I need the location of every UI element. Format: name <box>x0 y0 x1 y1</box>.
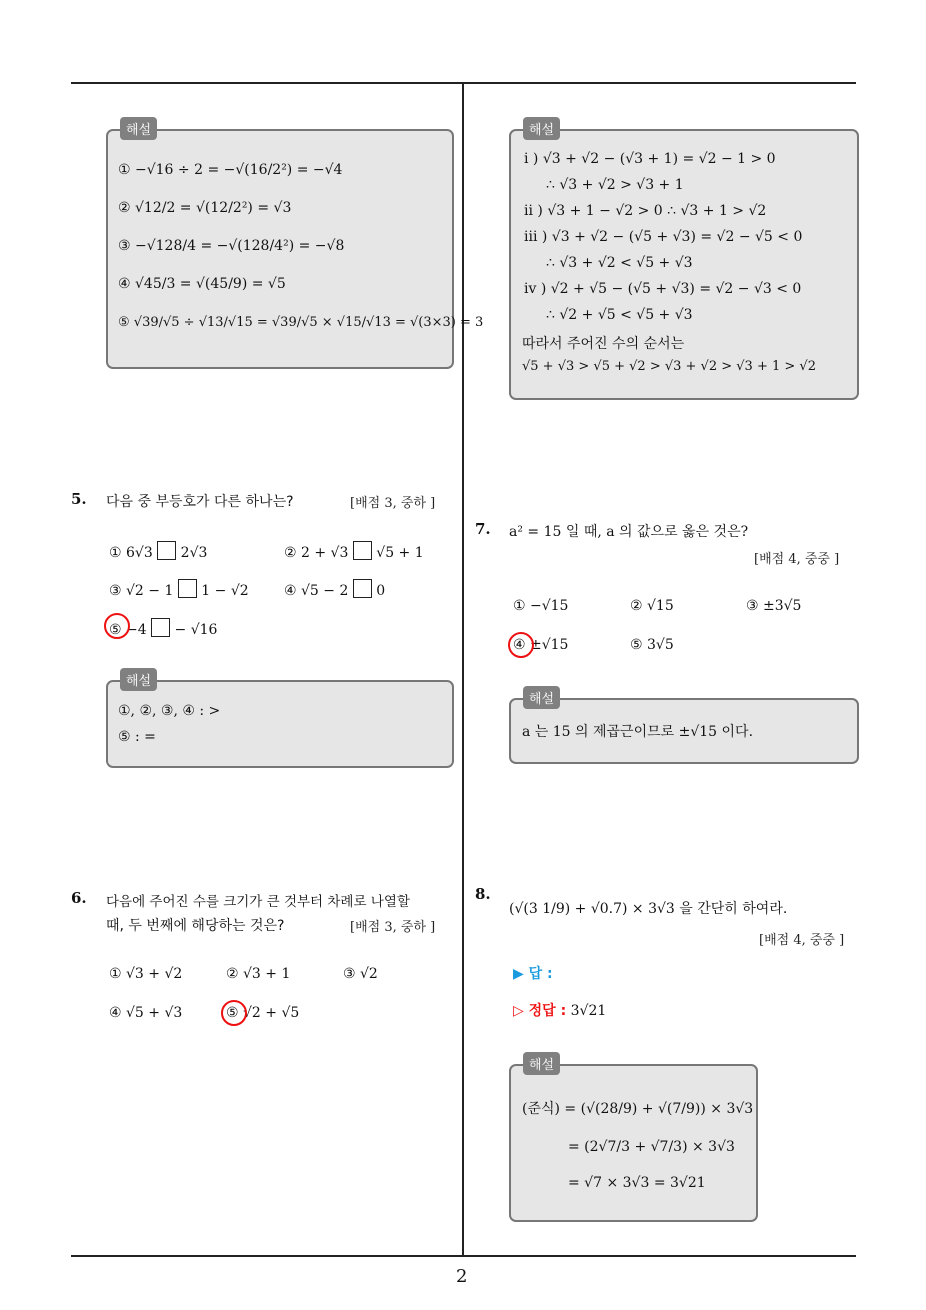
q5-solution-tag: 해설 <box>120 668 157 691</box>
q5-option-4-left: ④ √5 − 2 <box>284 583 349 599</box>
q5-option-1[interactable] <box>109 541 207 561</box>
top-rule <box>71 82 856 84</box>
q4-solution-tag: 해설 <box>120 117 157 140</box>
q5-option-4-right: 0 <box>376 583 386 599</box>
q6-option-5[interactable]: ⑤ √2 + √5 <box>226 1005 300 1021</box>
q4-solution-line-4: ④ √45/3 = √(45/9) = √5 <box>118 276 286 292</box>
q7-answer-mark <box>508 632 534 658</box>
order-solution-line-7: ∴ √2 + √5 < √5 + √3 <box>546 307 693 323</box>
q6-meta: [배점 3, 중하 ] <box>350 920 436 935</box>
q5-solution-line-1: ①, ②, ③, ④ : > <box>118 703 221 719</box>
q5-solution-line-2: ⑤ : = <box>118 729 156 745</box>
q6-text-line-2: 때, 두 번째에 해당하는 것은? <box>106 918 285 934</box>
q7-option-4[interactable]: ④ ±√15 <box>513 637 569 653</box>
q5-option-2-right: √5 + 1 <box>376 545 424 561</box>
q4-solution-line-2: ② √12/2 = √(12/2²) = √3 <box>118 200 292 216</box>
q8-correct-label: ▷ 정답 : <box>513 1003 567 1019</box>
q5-option-5-left: ⑤ −4 <box>109 622 147 638</box>
q4-solution-line-1: ① −√16 ÷ 2 = −√(16/2²) = −√4 <box>118 162 343 178</box>
q5-option-5-right: − √16 <box>174 622 218 638</box>
q7-meta: [배점 4, 중중 ] <box>754 552 840 567</box>
q8-meta: [배점 4, 중중 ] <box>759 933 845 948</box>
q8-number: 8. <box>475 885 491 903</box>
blank-box <box>353 579 372 598</box>
order-solution-line-3: ii ) √3 + 1 − √2 > 0 ∴ √3 + 1 > √2 <box>524 203 767 219</box>
order-solution-line-4: iii ) √3 + √2 − (√5 + √3) = √2 − √5 < 0 <box>524 229 803 245</box>
q8-solution-line-3: = √7 × 3√3 = 3√21 <box>568 1175 706 1191</box>
q5-option-2[interactable] <box>284 541 424 561</box>
q6-option-4[interactable]: ④ √5 + √3 <box>109 1005 183 1021</box>
q4-solution-line-5: ⑤ √39/√5 ÷ √13/√15 = √39/√5 × √15/√13 = √(3×3) = 3 <box>118 315 484 330</box>
q8-correct-value: 3√21 <box>570 1003 607 1019</box>
q8-correct-row <box>513 1000 606 1020</box>
q7-option-1[interactable]: ① −√15 <box>513 598 569 614</box>
q4-solution-line-3: ③ −√128/4 = −√(128/4²) = −√8 <box>118 238 345 254</box>
order-solution-line-5: ∴ √3 + √2 < √5 + √3 <box>546 255 693 271</box>
q5-text: 다음 중 부등호가 다른 하나는? <box>106 494 294 510</box>
q8-solution-line-1: (준식) = (√(28/9) + √(7/9)) × 3√3 <box>522 1101 754 1117</box>
order-solution-line-9: √5 + √3 > √5 + √2 > √3 + √2 > √3 + 1 > √2 <box>522 359 816 374</box>
blank-box <box>353 541 372 560</box>
q6-option-2[interactable]: ② √3 + 1 <box>226 966 291 982</box>
q7-option-5[interactable]: ⑤ 3√5 <box>630 637 674 653</box>
blank-box <box>157 541 176 560</box>
q5-number: 5. <box>71 490 87 508</box>
q5-option-3[interactable] <box>109 579 249 599</box>
q7-option-2[interactable]: ② √15 <box>630 598 674 614</box>
blank-box <box>151 618 170 637</box>
q8-text: (√(3 1/9) + √0.7) × 3√3 을 간단히 하여라. <box>509 901 788 917</box>
order-solution-line-6: iv ) √2 + √5 − (√5 + √3) = √2 − √3 < 0 <box>524 281 802 297</box>
q8-solution-line-2: = (2√7/3 + √7/3) × 3√3 <box>568 1139 735 1155</box>
q7-solution-tag: 해설 <box>523 686 560 709</box>
q5-answer-mark <box>104 613 130 639</box>
q7-solution-line: a 는 15 의 제곱근이므로 ±√15 이다. <box>522 724 754 740</box>
q5-solution-box <box>106 680 454 768</box>
q6-option-1[interactable]: ① √3 + √2 <box>109 966 183 982</box>
q7-option-3[interactable]: ③ ±3√5 <box>746 598 802 614</box>
q5-option-4[interactable] <box>284 579 385 599</box>
q5-option-1-left: ① 6√3 <box>109 545 153 561</box>
blank-box <box>178 579 197 598</box>
q5-option-3-right: 1 − √2 <box>201 583 249 599</box>
q7-text: a² = 15 일 때, a 의 값으로 옳은 것은? <box>509 524 749 540</box>
q5-option-3-left: ③ √2 − 1 <box>109 583 174 599</box>
q5-option-1-right: 2√3 <box>180 545 208 561</box>
q6-option-3[interactable]: ③ √2 <box>343 966 378 982</box>
order-solution-line-2: ∴ √3 + √2 > √3 + 1 <box>546 177 684 193</box>
q6-answer-mark <box>221 1000 247 1026</box>
order-solution-line-8: 따라서 주어진 수의 순서는 <box>522 336 685 352</box>
q8-answer-label: ▶ 답 : <box>513 966 553 982</box>
q6-number: 6. <box>71 889 87 907</box>
q5-meta: [배점 3, 중하 ] <box>350 496 436 511</box>
order-solution-tag: 해설 <box>523 117 560 140</box>
q7-number: 7. <box>475 520 491 538</box>
column-divider <box>462 82 464 1256</box>
q6-text-line-1: 다음에 주어진 수를 크기가 큰 것부터 차례로 나열할 <box>106 894 410 910</box>
q8-solution-tag: 해설 <box>523 1052 560 1075</box>
q5-option-2-left: ② 2 + √3 <box>284 545 349 561</box>
bottom-rule <box>71 1255 856 1257</box>
order-solution-line-1: i ) √3 + √2 − (√3 + 1) = √2 − 1 > 0 <box>524 151 776 167</box>
page-number: 2 <box>456 1266 468 1287</box>
